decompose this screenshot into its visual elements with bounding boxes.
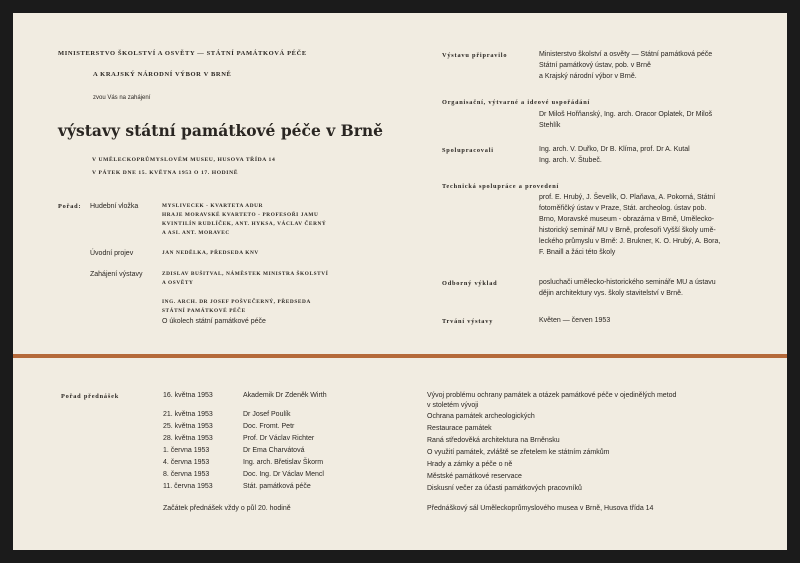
lecture-date: 25. května 1953 (163, 423, 213, 430)
lecture-speaker: Ing. arch. Břetislav Škorm (243, 459, 324, 466)
lecture-date: 21. května 1953 (163, 411, 213, 418)
preparation-line: a Krajský národní výbor v Brně. (539, 73, 637, 80)
organization-line: Dr Miloš Hořňanský, Ing. arch. Oracor Oplatek, Dr Miloš (539, 111, 713, 118)
technical-line: historický seminář MU v Brně, profesoři Vyšší školy umě- (539, 227, 716, 234)
program-line: O úkolech státní památkové péče (162, 318, 266, 325)
lecture-speaker: Doc. Fromt. Petr (243, 423, 295, 430)
fold-divider (13, 354, 787, 358)
program-line: JAN NEDĚLKA, PŘEDSEDA KNV (162, 250, 259, 256)
cooperation-label: Spolupracovali (442, 147, 494, 154)
preparation-line: Ministerstvo školství a osvěty — Státní památková péče (539, 51, 713, 58)
technical-line: leckého průmyslu v Brně: J. Brukner, K. O. Hrubý, A. Bora, (539, 238, 721, 245)
program-line: ING. ARCH. DR JOSEF POŠVEČERNÝ, PŘEDSEDA (162, 299, 311, 305)
organizer-line-2: A KRAJSKÝ NÁRODNÍ VÝBOR V BRNĚ (93, 71, 232, 78)
lectures-venue-note: Přednáškový sál Uměleckoprůmyslového musea v Brně, Husova třída 14 (427, 505, 654, 512)
program-item-name: Zahájení výstavy (90, 271, 143, 278)
technical-line: fotoměřičký ústav v Praze, Stát. archeolog. ústav pob. (539, 205, 707, 212)
technical-line: F. Bnaill a žáci této školy (539, 249, 616, 256)
program-item-name: Úvodní projev (90, 250, 134, 257)
exhibition-title: výstavy státní památkové péče v Brně (58, 121, 384, 140)
program-line: ZDISLAV BUŠITVAL, NÁMĚSTEK MINISTRA ŠKOLSTVÍ (162, 271, 329, 277)
guide-line: posluchači umělecko-historického semináře MU a ústavu (539, 279, 716, 286)
preparation-label: Výstavu připravilo (442, 52, 508, 59)
program-line: A ASI. ANT. MORAVEC (162, 230, 230, 236)
technical-label: Technická spolupráce a provedení (442, 183, 560, 190)
program-label: Pořad: (58, 203, 82, 210)
program-line: HRAJE MORAVSKÉ KVARTETO - PROFESOŘI JAMU (162, 212, 319, 218)
guide-line: dějin architektury vys. školy stavitelství v Brně. (539, 290, 683, 297)
program-line: A OSVĚTY (162, 280, 194, 286)
cooperation-line: Ing. arch. V. Duřko, Dr B. Klíma, prof. Dr A. Kutal (539, 146, 690, 153)
date-line: V PÁTEK DNE 15. KVĚTNA 1953 O 17. HODINĚ (92, 170, 239, 176)
lecture-topic: Diskusní večer za účasti památkových pracovníků (427, 485, 582, 492)
lecture-topic: v stoletém vývoji (427, 402, 479, 409)
guide-label: Odborný výklad (442, 280, 498, 287)
technical-line: prof. E. Hrubý, J. Ševelík, O. Plaňava, A. Pokorná, Státní (539, 194, 716, 201)
invitation-sheet (13, 13, 787, 550)
program-item-name: Hudební vložka (90, 203, 139, 210)
lecture-date: 8. června 1953 (163, 471, 210, 478)
organization-label: Organisační, výtvarné a ideové uspořádání (442, 99, 591, 106)
lecture-speaker: Dr Ema Charvátová (243, 447, 305, 454)
technical-line: Brno, Moravské museum - obrazárna v Brně, Umělecko- (539, 216, 715, 223)
organizer-line-1: MINISTERSTVO ŠKOLSTVÍ A OSVĚTY — STÁTNÍ PAMÁTKOVÁ PÉČE (58, 50, 307, 57)
lecture-topic: Vývoj problému ochrany památek a otázek památkové péče v ojedinělých metod (427, 392, 677, 399)
program-line: MYSLIVECEK - KVARTETA ADUR (162, 203, 264, 209)
lectures-start-note: Začátek přednášek vždy o půl 20. hodině (163, 505, 291, 512)
lecture-speaker: Prof. Dr Václav Richter (243, 435, 315, 442)
invite-text: zvou Vás na zahájení (93, 95, 151, 101)
lecture-date: 28. května 1953 (163, 435, 213, 442)
duration-value: Květen — červen 1953 (539, 317, 611, 324)
lecture-topic: Restaurace památek (427, 425, 492, 432)
lecture-topic: Raná středověká architektura na Brněnsku (427, 437, 560, 444)
preparation-line: Státní památkový ústav, pob. v Brně (539, 62, 651, 69)
duration-label: Trvání výstavy (442, 318, 494, 325)
lecture-topic: Městské památkové reservace (427, 473, 522, 480)
lecture-topic: O využití památek, zvláště se zřetelem ke státním zámkům (427, 449, 610, 456)
lecture-date: 16. května 1953 (163, 392, 213, 399)
lecture-date: 11. června 1953 (163, 483, 213, 490)
lecture-topic: Ochrana památek archeologických (427, 413, 535, 420)
lecture-speaker: Akademik Dr Zdeněk Wirth (243, 392, 327, 399)
lectures-label: Pořad přednášek (61, 393, 120, 400)
lecture-date: 4. června 1953 (163, 459, 210, 466)
cooperation-line: Ing. arch. V. Štubeč. (539, 157, 602, 164)
lecture-date: 1. června 1953 (163, 447, 210, 454)
lecture-topic: Hrady a zámky a péče o ně (427, 461, 513, 468)
organization-line: Stehlík (539, 122, 561, 129)
lecture-speaker: Dr Josef Poulík (243, 411, 291, 418)
program-line: STÁTNÍ PAMÁTKOVÉ PÉČE (162, 308, 246, 314)
venue-line: V UMĚLECKOPRŮMYSLOVÉM MUSEU, HUSOVA TŘÍDA 14 (92, 157, 276, 163)
program-line: KVINTILÍN RUDLÍČEK, ANT. HYKSA, VÁCLAV ČERNÝ (162, 221, 327, 227)
lecture-speaker: Doc. Ing. Dr Václav Mencl (243, 471, 324, 478)
lecture-speaker: Stát. památková péče (243, 483, 311, 490)
